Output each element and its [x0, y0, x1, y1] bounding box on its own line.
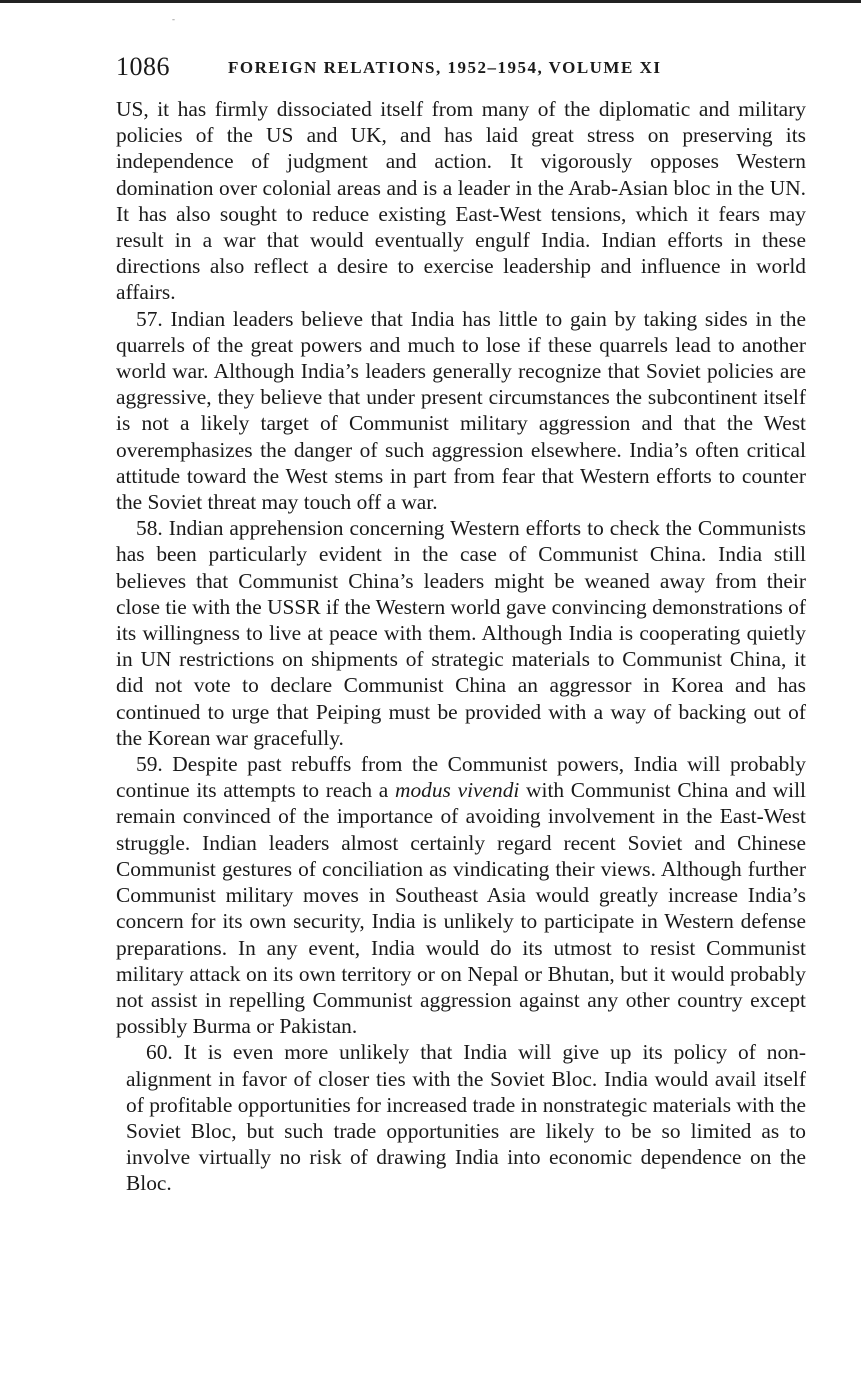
paragraph-58: 58. Indian apprehension concerning Western efforts to check the Communists has been particularly evident in the case of Communist China. India still believes that Communist China’s leaders might be weaned away from their close tie with the USSR if the Western world gave convincing demonstrations of its willingness to live at peace with them. Although India is cooperating quietly in UN restrictions on shipments of strategic materials to Communist China, it did not vote to declare Communist China an aggressor in Korea and has continued to urge that Peiping must be provided with a way of backing out of the Korean war gracefully. — [116, 516, 806, 750]
paragraph-59-italic-phrase: modus vivendi — [395, 778, 520, 803]
paragraph-59-text-start: 59. Despite past rebuffs from the Communist powers, India will probably continue its attempts to reach a — [116, 752, 806, 803]
running-head — [116, 52, 806, 86]
page-number: 1086 — [116, 52, 170, 81]
paragraph-60: 60. It is even more unlikely that India will give up its policy of nonalignment in favor of closer ties with the Soviet Bloc. India would avail itself of profitable opportunities for increased trade in nonstrategic materials with the Soviet Bloc, but such trade opportunities are likely to be so limited as to involve virtually no risk of drawing India into economic dependence on the Bloc. — [126, 1040, 806, 1196]
series-title: FOREIGN RELATIONS, 1952–1954, VOLUME XI — [228, 58, 662, 77]
paragraph-continued: US, it has firmly dissociated itself from many of the diplomatic and military policies of the US and UK, and has laid great stress on preserving its independence of judgment and action. It vigorously opposes Western domination over colonial areas and is a leader in the Arab-Asian bloc in the UN. It has also sought to reduce existing East-West tensions, which it fears may result in a war that would eventually engulf India. Indian efforts in these directions also reflect a desire to exercise leadership and influence in world affairs. — [116, 97, 806, 305]
scan-mark: - — [172, 14, 175, 24]
paragraph-59-text-end: with Communist China and will remain convinced of the importance of avoiding involvement in the East-West struggle. Indian leaders almost certainly regard recent Soviet and Chinese Communist gestures of conciliation as vindicating their views. Although further Communist military moves in Southeast Asia would greatly increase India’s concern for its own security, India is unlikely to participate in Western defense preparations. In any event, India would do its utmost to resist Communist military attack on its own territory or on Nepal or Bhutan, but it would probably not assist in repelling Communist aggression against any other country except possibly Burma or Pakistan. — [116, 778, 806, 1039]
page-top-edge — [0, 0, 861, 3]
document-body — [116, 96, 806, 1197]
paragraph-57: 57. Indian leaders believe that India has little to gain by taking sides in the quarrels of the great powers and much to lose if these quarrels lead to another world war. Although India’s leaders generally recognize that Soviet policies are aggressive, they believe that under present circumstances the subcontinent itself is not a likely target of Communist military aggression and that the West overemphasizes the danger of such aggression elsewhere. India’s often critical attitude toward the West stems in part from fear that Western efforts to counter the Soviet threat may touch off a war. — [116, 306, 806, 515]
paragraph-59 — [116, 751, 806, 1039]
